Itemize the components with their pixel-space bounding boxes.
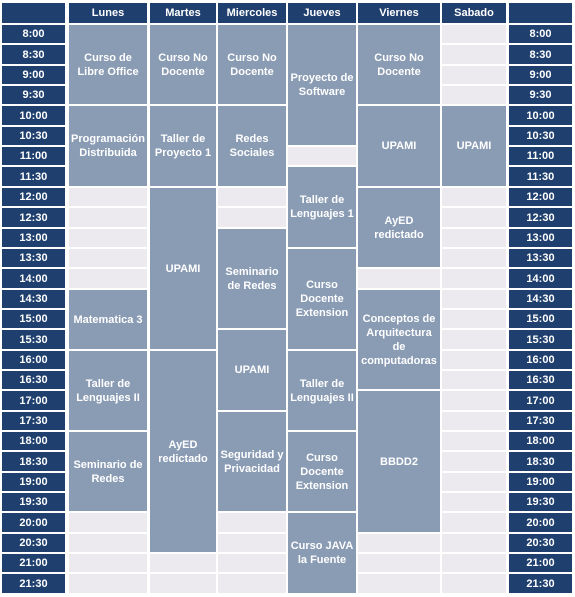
time-label-left: 15:30 (2, 330, 65, 349)
time-label-left: 11:30 (2, 167, 65, 186)
empty-slot (442, 330, 506, 349)
time-label-right: 12:30 (509, 208, 572, 227)
time-label-left: 13:00 (2, 229, 65, 247)
class-block[interactable] (442, 106, 506, 186)
empty-slot (442, 229, 506, 247)
time-label-right: 10:00 (509, 106, 572, 125)
empty-slot (442, 25, 506, 43)
empty-slot (358, 554, 440, 572)
empty-slot (218, 554, 286, 572)
class-block[interactable] (358, 106, 440, 186)
time-label-right: 15:30 (509, 330, 572, 349)
time-label-right: 9:00 (509, 66, 572, 84)
time-label-right: 14:00 (509, 269, 572, 288)
time-label-left: 16:00 (2, 351, 65, 369)
class-block[interactable] (288, 167, 356, 247)
class-block[interactable] (288, 432, 356, 511)
class-label: Seguridad y Privacidad (220, 448, 284, 475)
class-label: Curso Docente Extension (295, 279, 349, 319)
class-label: Curso de Libre Office (77, 51, 139, 78)
class-block[interactable] (150, 25, 216, 104)
class-label: UPAMI (234, 364, 270, 376)
empty-slot (288, 147, 356, 165)
empty-slot (442, 493, 506, 511)
day-header-viernes: Viernes (358, 3, 440, 23)
time-label-left: 8:00 (2, 25, 65, 43)
time-label-left: 8:30 (2, 45, 65, 64)
empty-slot (69, 188, 147, 206)
class-block[interactable] (358, 188, 440, 267)
empty-slot (442, 452, 506, 471)
class-label: Seminario de Redes (225, 265, 279, 292)
empty-slot (442, 473, 506, 491)
class-block[interactable] (288, 25, 356, 145)
empty-slot (69, 554, 147, 572)
empty-slot (442, 310, 506, 328)
empty-slot (218, 208, 286, 227)
day-header-miercoles: Miercoles (218, 3, 286, 23)
time-label-left: 19:30 (2, 493, 65, 511)
class-block[interactable] (358, 290, 440, 389)
day-header-martes: Martes (150, 3, 216, 23)
empty-slot (218, 534, 286, 552)
time-label-left: 12:30 (2, 208, 65, 227)
time-label-left: 16:30 (2, 371, 65, 389)
class-block[interactable] (69, 432, 147, 511)
time-label-right: 21:30 (509, 574, 572, 593)
empty-slot (442, 351, 506, 369)
class-label: UPAMI (456, 140, 492, 152)
empty-slot (358, 534, 440, 552)
time-label-right: 9:30 (509, 86, 572, 104)
class-block[interactable] (288, 351, 356, 430)
time-label-right: 15:00 (509, 310, 572, 328)
time-label-left: 12:00 (2, 188, 65, 206)
time-label-left: 14:30 (2, 290, 65, 308)
time-label-right: 18:00 (509, 432, 572, 450)
empty-slot (358, 574, 440, 593)
day-header-jueves: Jueves (288, 3, 356, 23)
time-label-right: 17:00 (509, 391, 572, 410)
class-block[interactable] (358, 391, 440, 532)
class-label: Curso No Docente (227, 51, 277, 78)
empty-slot (150, 574, 216, 593)
time-label-right: 20:30 (509, 534, 572, 552)
time-label-right: 16:00 (509, 351, 572, 369)
time-label-right: 16:30 (509, 371, 572, 389)
empty-slot (69, 208, 147, 227)
empty-slot (442, 534, 506, 552)
empty-slot (442, 554, 506, 572)
time-label-left: 18:00 (2, 432, 65, 450)
empty-slot (442, 391, 506, 410)
corner-header-left (2, 3, 65, 23)
time-label-left: 17:00 (2, 391, 65, 410)
class-block[interactable] (218, 106, 286, 186)
time-label-left: 15:00 (2, 310, 65, 328)
time-label-left: 11:00 (2, 147, 65, 165)
class-block[interactable] (69, 106, 147, 186)
time-label-left: 9:00 (2, 66, 65, 84)
class-block[interactable] (288, 513, 356, 593)
time-label-right: 13:30 (509, 249, 572, 267)
class-label: BBDD2 (380, 455, 418, 468)
time-label-left: 21:00 (2, 554, 65, 572)
time-label-right: 21:00 (509, 554, 572, 572)
time-label-left: 20:00 (2, 513, 65, 532)
class-label: Taller de Lenguajes 1 (290, 194, 354, 220)
day-header-lunes: Lunes (69, 3, 147, 23)
time-label-right: 10:30 (509, 127, 572, 145)
empty-slot (442, 290, 506, 308)
time-label-left: 17:30 (2, 412, 65, 430)
class-block[interactable] (69, 25, 147, 104)
class-block[interactable] (150, 188, 216, 349)
empty-slot (69, 513, 147, 532)
class-label: UPAMI (381, 140, 417, 152)
time-label-right: 12:00 (509, 188, 572, 206)
empty-slot (69, 534, 147, 552)
time-label-right: 17:30 (509, 412, 572, 430)
time-label-right: 11:30 (509, 167, 572, 186)
empty-slot (442, 513, 506, 532)
time-label-right: 13:00 (509, 229, 572, 247)
time-label-left: 19:00 (2, 473, 65, 491)
empty-slot (442, 66, 506, 84)
class-label: AyED redictado (374, 214, 424, 241)
time-label-right: 11:00 (509, 147, 572, 165)
time-label-left: 9:30 (2, 86, 65, 104)
class-label: Curso No Docente (374, 51, 424, 78)
empty-slot (442, 269, 506, 288)
class-label: UPAMI (165, 262, 201, 275)
empty-slot (442, 432, 506, 450)
time-label-right: 20:00 (509, 513, 572, 532)
time-label-left: 14:00 (2, 269, 65, 288)
time-label-right: 14:30 (509, 290, 572, 308)
time-label-left: 20:30 (2, 534, 65, 552)
empty-slot (69, 574, 147, 593)
time-label-right: 19:30 (509, 493, 572, 511)
empty-slot (442, 86, 506, 104)
class-label: AyED redictado (158, 438, 208, 465)
class-label: Matematica 3 (73, 313, 143, 326)
time-label-left: 10:30 (2, 127, 65, 145)
class-label: Proyecto de Software (290, 72, 354, 98)
empty-slot (69, 229, 147, 247)
time-label-right: 8:30 (509, 45, 572, 64)
class-label: Curso JAVA la Fuente (290, 540, 354, 566)
time-label-left: 21:30 (2, 574, 65, 593)
empty-slot (150, 554, 216, 572)
empty-slot (69, 269, 147, 288)
time-label-right: 18:30 (509, 452, 572, 471)
class-label: Programación Distribuida (71, 133, 145, 159)
class-block[interactable] (150, 106, 216, 186)
class-block[interactable] (150, 351, 216, 552)
empty-slot (442, 188, 506, 206)
class-label: Taller de Lenguajes II (76, 377, 140, 404)
time-label-right: 8:00 (509, 25, 572, 43)
empty-slot (442, 208, 506, 227)
class-label: Conceptos de Arquitectura de computadoras (361, 312, 437, 367)
empty-slot (69, 249, 147, 267)
class-label: Taller de Proyecto 1 (154, 133, 212, 159)
class-label: Redes Sociales (229, 133, 275, 159)
empty-slot (442, 45, 506, 64)
class-block[interactable] (69, 290, 147, 349)
class-label: Seminario de Redes (73, 458, 143, 485)
class-label: Curso Docente Extension (295, 451, 349, 492)
empty-slot (442, 574, 506, 593)
empty-slot (218, 574, 286, 593)
class-label: Curso No Docente (158, 51, 208, 78)
empty-slot (218, 513, 286, 532)
class-block[interactable] (358, 25, 440, 104)
class-block[interactable] (218, 25, 286, 104)
time-label-left: 18:30 (2, 452, 65, 471)
time-label-right: 19:00 (509, 473, 572, 491)
empty-slot (442, 371, 506, 389)
class-block[interactable] (218, 229, 286, 328)
corner-header-right (509, 3, 572, 23)
class-block[interactable] (288, 249, 356, 349)
empty-slot (442, 249, 506, 267)
empty-slot (442, 412, 506, 430)
day-header-sabado: Sabado (442, 3, 506, 23)
class-block[interactable] (218, 412, 286, 511)
class-block[interactable] (69, 351, 147, 430)
time-label-left: 13:30 (2, 249, 65, 267)
class-block[interactable] (218, 330, 286, 410)
class-label: Taller de Lenguajes II (290, 377, 354, 404)
empty-slot (358, 269, 440, 288)
empty-slot (218, 188, 286, 206)
time-label-left: 10:00 (2, 106, 65, 125)
